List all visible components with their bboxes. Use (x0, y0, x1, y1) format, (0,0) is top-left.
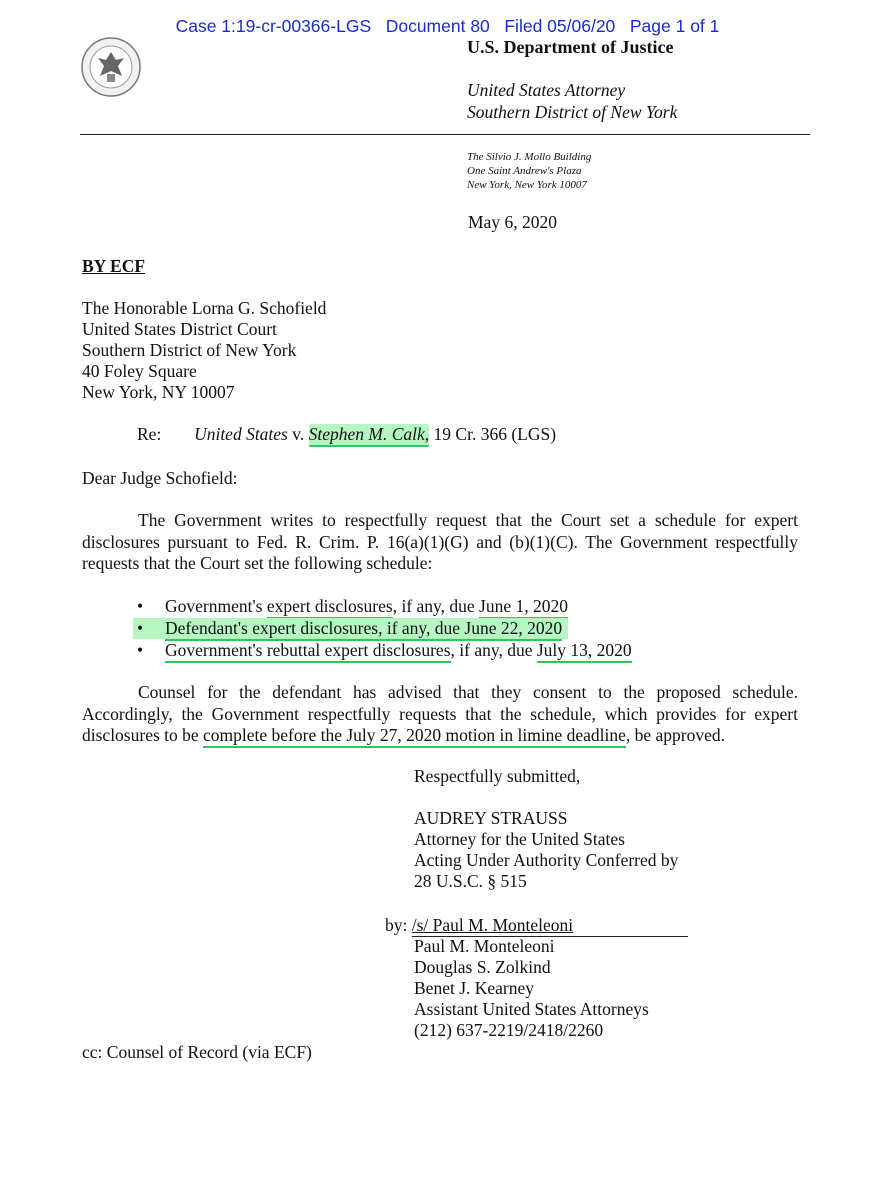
schedule-item (133, 618, 568, 639)
bullet-icon: • (137, 596, 144, 616)
ecf-filing-header: Case 1:19-cr-00366-LGS Document 80 Filed 05/06/20 Page 1 of 1 (175, 16, 720, 36)
office-line-1: United States Attorney (467, 80, 626, 100)
office-city: New York, New York 10007 (467, 179, 587, 191)
addressee-line: United States District Court (82, 319, 277, 339)
signatory-name: AUDREY STRAUSS (414, 808, 568, 828)
paragraph-request (82, 510, 798, 575)
schedule-text: , if any, due (450, 640, 537, 660)
letterhead-divider (80, 134, 810, 135)
bullet-icon: • (137, 618, 144, 638)
paragraph-consent-highlight: complete before the July 27, 2020 motion in limine deadline (203, 725, 626, 748)
office-street: One Saint Andrew's Plaza (467, 165, 582, 177)
schedule-text: , if any, due (392, 596, 480, 616)
signatory-title: 28 U.S.C. § 515 (414, 871, 527, 891)
doj-seal-icon (80, 36, 142, 98)
attorney-name: Douglas S. Zolkind (414, 957, 551, 977)
schedule-text: Government's rebuttal expert disclosures (165, 640, 451, 663)
paragraph-consent (82, 682, 798, 747)
schedule-item (137, 596, 568, 617)
case-number: 19 Cr. 366 (LGS) (429, 424, 557, 444)
signatory-title: Acting Under Authority Conferred by (414, 850, 679, 870)
bullet-icon: • (137, 640, 144, 660)
delivery-method: BY ECF (82, 256, 146, 276)
attorney-name: Benet J. Kearney (414, 978, 535, 998)
closing: Respectfully submitted, (414, 766, 581, 786)
office-building: The Silvio J. Mollo Building (467, 151, 592, 163)
letter-date: May 6, 2020 (468, 212, 557, 232)
addressee-line: Southern District of New York (82, 340, 297, 360)
addressee-line: 40 Foley Square (82, 361, 197, 381)
addressee-line: The Honorable Lorna G. Schofield (82, 298, 327, 318)
schedule-item (137, 640, 632, 661)
salutation: Dear Judge Schofield: (82, 468, 238, 488)
paragraph-consent-text: , be approved. (625, 725, 725, 745)
schedule-date: July 13, 2020 (537, 640, 632, 663)
schedule-text: Government's (165, 596, 267, 616)
schedule-text: Defendant's expert disclosures, if any, due June 22, 2020 (165, 618, 562, 641)
case-defendant: Stephen M. Calk, (309, 424, 430, 447)
electronic-signature (412, 915, 688, 937)
attorney-role: Assistant United States Attorneys (414, 999, 649, 1019)
case-plaintiff: United States (194, 424, 288, 444)
addressee-line: New York, NY 10007 (82, 382, 235, 402)
re-label: Re: (137, 424, 162, 444)
case-versus: v. (287, 424, 309, 444)
re-line (137, 424, 556, 445)
by-label: by: (385, 915, 408, 935)
electronic-signature-text: /s/ Paul M. Monteleoni (411, 915, 574, 935)
attorney-name: Paul M. Monteleoni (414, 936, 555, 956)
signatory-title: Attorney for the United States (414, 829, 625, 849)
attorney-phone: (212) 637-2219/2418/2260 (414, 1020, 604, 1040)
paragraph-consent-text: Counsel for the defendant has advised that they consent to the proposed schedule. Accordingly, the Government respectfully requests that the schedule, which provides for expert disclosures to be (82, 682, 798, 745)
signature-line (385, 915, 688, 937)
department-title: U.S. Department of Justice (467, 37, 674, 57)
paragraph-request-text: The Government writes to respectfully request that the Court set a schedule for expert disclosures pursuant to Fed. R. Crim. P. 16(a)(1)(G) and (b)(1)(C). The Government respectfully requests that the Court set the following schedule: (82, 510, 798, 573)
schedule-date: June 1, 2020 (479, 596, 568, 619)
cc-line: cc: Counsel of Record (via ECF) (82, 1042, 312, 1062)
office-line-2: Southern District of New York (467, 102, 678, 122)
schedule-text: expert disclosures (267, 596, 393, 619)
